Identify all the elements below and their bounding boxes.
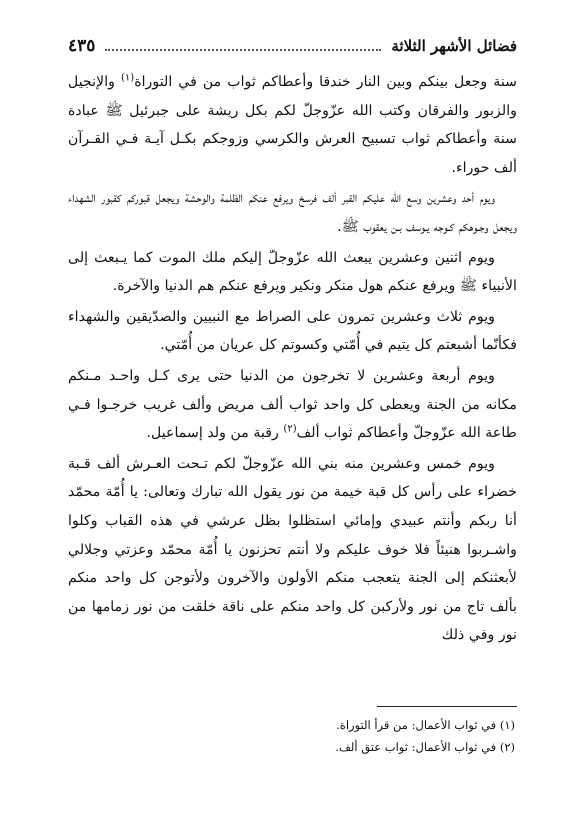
paragraph: ويوم ثلاث وعشرين تمرون على الصراط مع النبيين والصدّيقين والشهداء فكأنّما أشبعتم كل يتيم في أُمّتي وكسوتم كل عريان من أُمّتي. [68, 308, 517, 354]
paragraph-text: سنة وجعل بينكم وبين النار خندقا وأعطاكم ثواب من في التوراة [134, 74, 517, 90]
dotted-leader [105, 48, 381, 51]
body-text [68, 68, 517, 652]
running-title: فضائل الأشهر الثلاثة [391, 37, 517, 55]
paragraph: ويوم أحد وعشرين وسع الله عليكم القبر ألف فرسخ ويرفع عنكم الظلمة والوحشة ويجعل قبوركم كقبور الشهداء ويجعل وجـوهكم كـوجه يـوسف بـن يعقوب ﷺ. [68, 190, 517, 235]
paragraph: ويوم خمس وعشرين منه بني الله عزّوجلّ لكم تـحت العـرش ألف قـبة خضراء على رأس كل قبة خيمة من نور يقول الله تبارك وتعالى: يا أُمّة محمّد أنا ربكم وأنتم عبيدي وإمائي استظلوا بظل عرشي في هذه القباب وكلوا واشـربوا هنيئاً فلا خوف عليكم ولا أنتم تحزنون يا أُمّة محمّد وعزتي وجلالي لأبعثنكم إلى الجنة يتعجب منكم الأولون والآخرون ولأتوجن كل واحد منكم بألف تاج من نور ولأركبن كل واحد منكم على ناقة خلقت من نور زمامها من نور وفي ذلك [68, 455, 517, 644]
footnote-marker: (١) [121, 72, 135, 84]
paragraph [68, 68, 517, 182]
footnote-divider [377, 706, 517, 707]
paragraph [68, 362, 517, 448]
footnotes [68, 714, 515, 758]
footnote-marker: (٢) [283, 423, 297, 435]
footnote: (٢) في ثواب الأعمال: ثواب عتق ألف. [335, 740, 515, 754]
page-header [68, 30, 517, 62]
paragraph-text: والإنجيل والزبور والفرقان وكتب الله عزّوجلّ لكم بكل ريشة على جبرئيل ﷺ عبادة سنة وأعطاكم ثواب تسبيح العرش والكرسي وزوجكم بكـل آيـة فـي القـرآن ألف حوراء. [68, 74, 517, 176]
paragraph-text: ويوم أربعة وعشرين لا تخرجون من الدنيا حتى يرى كـل واحـد مـنكم مكانه من الجنة ويعطى كل واحد ثواب ألف مريض وألف غريب خرجـوا فـي طاعة الله عزّوجلّ وأعطاكم ثواب ألف [68, 367, 517, 442]
footnote: (١) في ثواب الأعمال: من قرأ التوراة. [336, 718, 515, 732]
page-number: ٤٣٥ [68, 36, 96, 56]
paragraph-text: رقبة من ولد إسماعيل. [146, 425, 284, 442]
paragraph: ويوم اثنين وعشرين يبعث الله عزّوجلّ إليكم ملك الموت كما يـبعث إلى الأنبياء ﷺ ويرفع عنكم هول منكر ونكير ويرفع عنكم هم الدنيا والآخرة. [68, 249, 517, 295]
